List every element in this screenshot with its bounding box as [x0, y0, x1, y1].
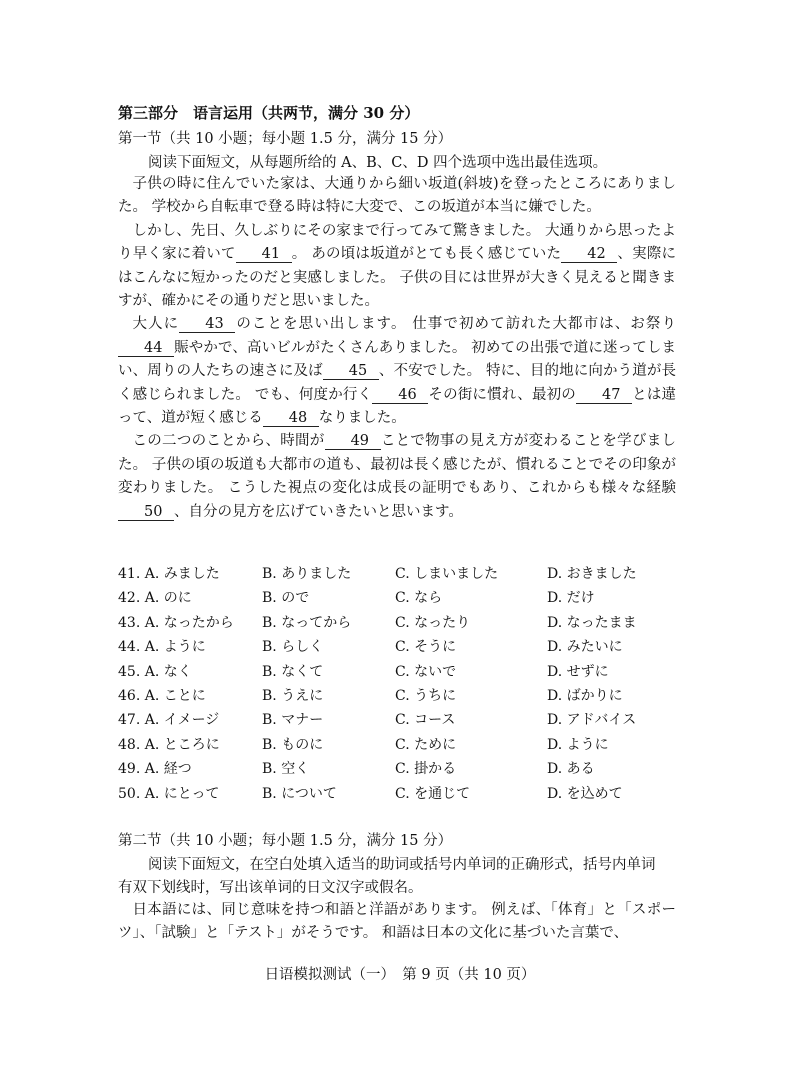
option-b: B. なくて: [262, 663, 324, 680]
option-b: B. ので: [262, 590, 310, 607]
text: 、自分の見方を広げていきたいと思います。: [174, 503, 463, 520]
choices-list: [118, 563, 678, 807]
page-footer: 日语模拟测试（一） 第 9 页（共 10 页）: [264, 967, 536, 983]
passage: [118, 173, 676, 524]
blank-41: 41: [236, 246, 292, 263]
option-a: 46. A. ことに: [118, 687, 206, 704]
choice-row-44: [118, 636, 678, 660]
option-a: 50. A. にとって: [118, 785, 220, 802]
text: この二つのことから、時間が: [132, 433, 325, 450]
blank-42: 42: [561, 246, 617, 263]
option-d: D. なったまま: [547, 614, 637, 631]
text: とは違って、道が短く感じる: [118, 386, 677, 427]
option-d: D. せずに: [547, 663, 609, 680]
section2-instruction-line2: 有双下划线时，写出该单词的日文汉字或假名。: [118, 880, 423, 896]
option-a: 49. A. 経つ: [118, 761, 192, 778]
option-b: B. ありました: [262, 566, 352, 582]
passage-paragraph-4: [118, 430, 676, 524]
option-c: C. うちに: [395, 687, 457, 704]
blank-46: 46: [372, 387, 428, 404]
option-d: D. アドバイス: [547, 712, 637, 729]
section2-instruction-line1: 阅读下面短文，在空白处填入适当的助词或括号内单词的正确形式，括号内单词: [148, 857, 656, 873]
text: その街に慣れ、最初の: [428, 386, 576, 403]
option-a: 42. A. のに: [118, 590, 192, 607]
text: 、実際にはこんなに短かったのだと実感しました。 子供の目には世界が大きく見えると聞きますが、確かにその通りだと思いました。: [118, 246, 677, 310]
text: なりました。: [318, 410, 406, 427]
option-d: D. を込めて: [547, 785, 623, 802]
blank-49: 49: [325, 433, 381, 450]
option-c: C. なったり: [395, 614, 471, 631]
passage-paragraph-3: [118, 313, 676, 430]
text: のことを思い出します。 仕事で初めて訪れた大都市は、お祭り: [235, 316, 677, 333]
blank-44: 44: [118, 340, 174, 357]
option-c: C. 掛かる: [395, 761, 457, 778]
option-c: C. ために: [395, 736, 457, 753]
option-a: 45. A. なく: [118, 663, 192, 680]
option-c: C. コース: [395, 712, 456, 729]
option-a: 43. A. なったから: [118, 614, 234, 631]
blank-43: 43: [179, 316, 235, 333]
choice-row-46: [118, 685, 678, 709]
choice-row-43: [118, 612, 678, 636]
blank-47: 47: [576, 387, 632, 404]
option-b: B. マナー: [262, 712, 324, 729]
choice-row-50: [118, 783, 678, 807]
passage-paragraph-1: 子供の時に住んでいた家は、大通りから細い坂道(斜坡)を登ったところにありました。 学校から自転車で登る時は特に大変で、この坂道が本当に嫌でした。: [118, 176, 676, 216]
section2-title: 第二节（共 10 小题；每小题 1.5 分，满分 15 分）: [118, 833, 453, 849]
section1-instruction: 阅读下面短文，从每题所给的 A、B、C、D 四个选项中选出最佳选项。: [148, 155, 608, 171]
option-d: D. おきました: [547, 566, 637, 582]
choice-row-42: [118, 587, 678, 611]
text: しかし、先日、久しぶりにその家まで行ってみて驚きました。 大通りから思ったより早く家に着いて: [118, 222, 676, 263]
choice-row-45: [118, 661, 678, 685]
text: 。 あの頃は坂道がとても長く感じていた: [291, 246, 562, 263]
option-d: D. ように: [547, 736, 609, 753]
blank-45: 45: [323, 363, 379, 380]
choice-row-47: [118, 709, 678, 733]
option-c: C. ないで: [395, 663, 457, 680]
text: 、不安でした。 特に、目的地に向かう道が長く感じられました。 でも、何度か行く: [118, 363, 677, 403]
choice-row-41: [118, 563, 678, 587]
passage-paragraph-2: [118, 220, 676, 314]
blank-50: 50: [118, 504, 174, 521]
option-c: C. を通じて: [395, 785, 471, 802]
option-a: 44. A. ように: [118, 639, 206, 656]
option-a: 48. A. ところに: [118, 736, 220, 753]
option-c: C. そうに: [395, 639, 457, 656]
text: 賑やかで、高いビルがたくさんありました。 初めての出張で道に迷ってしまい、周りの人たちの速さに及ば: [118, 339, 676, 380]
option-b: B. 空く: [262, 761, 310, 778]
option-a: 47. A. イメージ: [118, 712, 220, 729]
option-b: B. なってから: [262, 614, 352, 631]
option-b: B. について: [262, 785, 337, 802]
text: 大人に: [132, 316, 180, 333]
section2-passage: [118, 899, 676, 946]
option-d: D. ばかりに: [547, 687, 623, 704]
section1-title: 第一节（共 10 小题；每小题 1.5 分，满分 15 分）: [118, 131, 453, 147]
blank-48: 48: [263, 410, 319, 427]
option-d: D. みたいに: [547, 639, 623, 656]
part-title: 第三部分 语言运用（共两节，满分 30 分）: [118, 104, 420, 122]
option-b: B. うえに: [262, 687, 324, 704]
option-c: C. しまいました: [395, 566, 499, 582]
text: ことで物事の見え方が変わることを学びました。 子供の頃の坂道も大都市の道も、最初は長く感じたが、慣れることでその印象が変わりました。 こうした視点の変化は成長の証明でもあり、これからも様々な経験: [118, 433, 676, 497]
option-c: C. なら: [395, 590, 443, 607]
option-a: 41. A. みました: [118, 566, 220, 582]
option-d: D. ある: [547, 761, 595, 778]
section2-paragraph-1: 日本語には、同じ意味を持つ和語と洋語があります。 例えば、「体育」と「スポーツ」、「試験」と「テスト」がそうです。 和語は日本の文化に基づいた言葉で、: [118, 902, 676, 942]
choice-row-48: [118, 734, 678, 758]
choice-row-49: [118, 758, 678, 782]
option-b: B. ものに: [262, 736, 324, 753]
option-b: B. らしく: [262, 639, 324, 656]
option-d: D. だけ: [547, 590, 595, 607]
